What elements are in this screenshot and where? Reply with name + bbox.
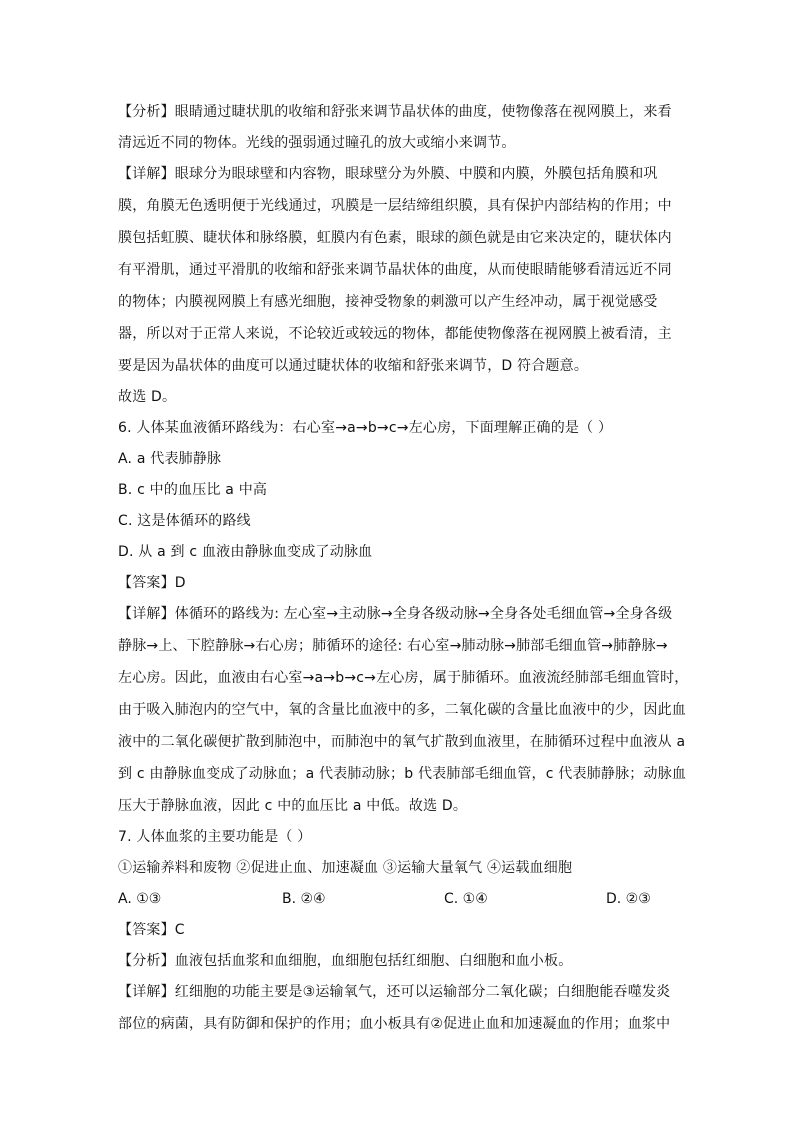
q7-stem: 7. 人体血浆的主要功能是（ ） xyxy=(118,829,312,845)
q5-conclusion: 故选 D。 xyxy=(118,389,177,405)
q6-detail-line-4: 由于吸入肺泡内的空气中，氧的含量比血液中的多，二氧化碳的含量比血液中的少，因此血 xyxy=(118,702,686,718)
q5-detail-line-3: 膜包括虹膜、睫状体和脉络膜，虹膜内有色素，眼球的颜色就是由它来决定的，睫状体内 xyxy=(118,230,672,246)
q6-detail-line-1: 【详解】体循环的路线为: 左心室→主动脉→全身各级动脉→全身各处毛细血管→全身各级 xyxy=(118,606,673,622)
q5-detail-line-6: 器，所以对于正常人来说，不论较近或较远的物体，都能使物像落在视网膜上被看清，主 xyxy=(118,326,672,342)
q5-detail-line-4: 有平滑肌，通过平滑肌的收缩和舒张来调节晶状体的曲度，从而使眼睛能够看清远近不同 xyxy=(118,262,672,278)
q6-option-c: C. 这是体循环的路线 xyxy=(118,513,251,529)
q7-choice-c: C. ①④ xyxy=(444,891,488,907)
q5-detail-line-1: 【详解】眼球分为眼球壁和内容物，眼球壁分为外膜、中膜和内膜，外膜包括角膜和巩 xyxy=(118,166,658,182)
q6-stem: 6. 人体某血液循环路线为：右心室→a→b→c→左心房，下面理解正确的是（ ） xyxy=(118,420,613,436)
q5-analysis-line-2: 清远近不同的物体。光线的强弱通过瞳孔的放大或缩小来调节。 xyxy=(118,135,516,151)
q5-detail-line-7: 要是因为晶状体的曲度可以通过睫状体的收缩和舒张来调节，D 符合题意。 xyxy=(118,358,589,374)
q7-answer: 【答案】C xyxy=(118,922,185,938)
q6-detail-line-3: 左心房。因此，血液由右心室→a→b→c→左心房，属于肺循环。血液流经肺部毛细血管时， xyxy=(118,670,689,686)
q7-choice-a: A. ①③ xyxy=(118,891,162,907)
q7-detail-line-1: 【详解】红细胞的功能主要是③运输氧气，还可以运输部分二氧化碳；白细胞能吞噬发炎 xyxy=(118,984,671,1000)
q5-detail-line-2: 膜，角膜无色透明便于光线通过，巩膜是一层结缔组织膜，具有保护内部结构的作用；中 xyxy=(118,198,672,214)
q7-items: ①运输养料和废物 ②促进止血、加速凝血 ③运输大量氧气 ④运载血细胞 xyxy=(118,860,573,876)
q6-detail-line-6: 到 c 由静脉血变成了动脉血；a 代表肺动脉；b 代表肺部毛细血管，c 代表肺静脉；动脉血 xyxy=(118,766,687,782)
q7-analysis: 【分析】血液包括血浆和血细胞，血细胞包括红细胞、白细胞和血小板。 xyxy=(118,953,573,969)
q7-detail-line-2: 部位的病菌，具有防御和保护的作用；血小板具有②促进止血和加速凝血的作用；血浆中 xyxy=(118,1016,671,1032)
q7-choice-d: D. ②③ xyxy=(606,891,651,907)
q6-detail-line-7: 压大于静脉血液，因此 c 中的血压比 a 中低。故选 D。 xyxy=(118,798,468,814)
q5-detail-line-5: 的物体；内膜视网膜上有感光细胞，接神受物象的刺激可以产生经冲动，属于视觉感受 xyxy=(118,294,658,310)
q6-answer: 【答案】D xyxy=(118,575,186,591)
q7-choice-b: B. ②④ xyxy=(282,891,326,907)
q6-detail-line-5: 液中的二氧化碳便扩散到肺泡中，而肺泡中的氧气扩散到血液里，在肺循环过程中血液从 a xyxy=(118,734,686,750)
q6-detail-line-2: 静脉→上、下腔静脉→右心房；肺循环的途径: 右心室→肺动脉→肺部毛细血管→肺静脉→ xyxy=(118,638,668,654)
q6-option-a: A. a 代表肺静脉 xyxy=(118,451,222,467)
q5-analysis-line-1: 【分析】眼睛通过睫状肌的收缩和舒张来调节晶状体的曲度，使物像落在视网膜上，来看 xyxy=(118,104,672,120)
q6-option-d: D. 从 a 到 c 血液由静脉血变成了动脉血 xyxy=(118,544,373,560)
q6-option-b: B. c 中的血压比 a 中高 xyxy=(118,482,268,498)
